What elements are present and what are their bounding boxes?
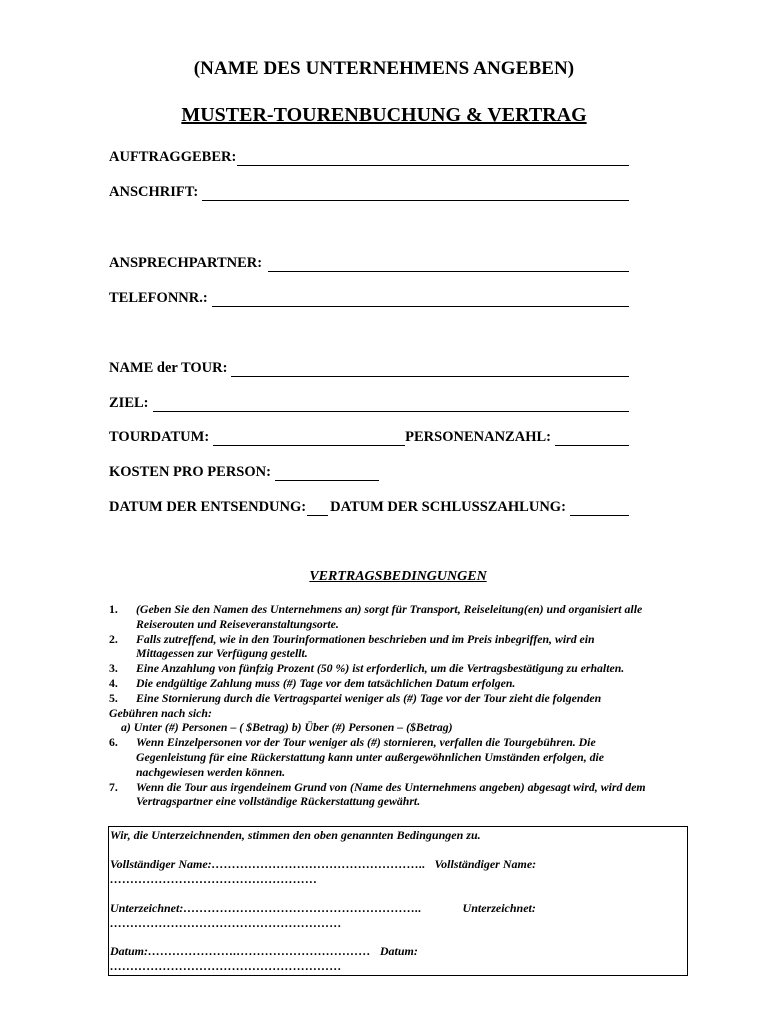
term-item [109, 632, 681, 662]
term-line: Die endgültige Zahlung muss (#) Tage vor dem tatsächlichen Datum erfolgen. [136, 675, 516, 690]
tour-date-field [109, 428, 629, 446]
signature-box [108, 826, 688, 976]
name-label: Vollständiger Name: [110, 857, 212, 871]
tour-date-line[interactable] [213, 431, 405, 446]
client-field [109, 148, 629, 166]
contact-field [109, 254, 629, 272]
company-heading: (NAME DES UNTERNEHMENS ANGEBEN) [193, 58, 575, 79]
tour-name-line[interactable] [231, 362, 629, 377]
signed-row [110, 901, 536, 916]
term-sub-item: a) Unter (#) Personen – ( $Betrag) b) Über (#) Personen – ($Betrag) [121, 720, 453, 735]
term-item [109, 735, 681, 779]
client-label: AUFTRAGGEBER: [109, 149, 237, 165]
address-field [109, 183, 629, 201]
contact-line[interactable] [268, 257, 629, 272]
tour-name-label: NAME der TOUR: [109, 360, 228, 376]
cost-field [109, 463, 629, 481]
destination-label: ZIEL: [109, 395, 149, 411]
name-row [110, 857, 536, 872]
contact-label: ANSPRECHPARTNER: [109, 255, 263, 271]
dispatch-date-line[interactable] [307, 501, 328, 516]
terms-list [109, 602, 681, 809]
term-item [109, 780, 681, 810]
term-number: 5. [109, 690, 118, 705]
term-line: Vertragspartner eine vollständige Rückerstattung gewährt. [136, 794, 421, 809]
name-dots[interactable]: …………………………………………….. [211, 857, 426, 871]
phone-line[interactable] [212, 292, 629, 307]
term-number: 6. [109, 735, 118, 750]
term-item [109, 676, 681, 691]
term-line: nachgewiesen werden können. [136, 764, 286, 779]
signed-label-2: Unterzeichnet: [462, 901, 536, 915]
term-item [109, 602, 681, 632]
date-row [110, 944, 418, 959]
term-line: (Geben Sie den Namen des Unternehmens an) sorgt für Transport, Reiseleitung(en) und organisiert alle [136, 602, 643, 616]
term-number: 1. [109, 602, 118, 616]
term-continuation: Gebühren nach sich: [109, 705, 212, 720]
agreement-text: Wir, die Unterzeichnenden, stimmen den oben genannten Bedingungen zu. [110, 828, 481, 842]
name-label-2: Vollständiger Name: [434, 857, 537, 871]
signed-dots-2[interactable]: ………………………………………………… [110, 916, 342, 930]
term-line: Falls zutreffend, wie in den Tourinformationen beschrieben und im Preis inbegriffen, wird ein [136, 631, 595, 646]
client-line[interactable] [237, 151, 629, 166]
final-payment-line[interactable] [570, 501, 629, 516]
dates-field [109, 498, 629, 516]
destination-field [109, 394, 629, 412]
signed-dots[interactable]: ………………………………………………….. [183, 901, 422, 915]
signed-label: Unterzeichnet: [110, 901, 184, 915]
term-line: Gegenleistung für eine Rückerstattung kann unter außergewöhnlichen Umständen erfolgen, die [136, 749, 605, 764]
term-item [109, 661, 681, 676]
date-dots[interactable]: ………………….…………………………… [148, 944, 371, 958]
persons-line[interactable] [555, 431, 629, 446]
final-payment-label: DATUM DER SCHLUSSZAHLUNG: [330, 499, 566, 515]
term-line: Eine Stornierung durch die Vertragspartei weniger als (#) Tage vor der Tour zieht die folgenden [136, 690, 602, 705]
terms-heading: VERTRAGSBEDINGUNGEN [309, 569, 487, 584]
term-number: 7. [109, 779, 118, 794]
dispatch-date-label: DATUM DER ENTSENDUNG: [109, 499, 307, 515]
cost-label: KOSTEN PRO PERSON: [109, 464, 271, 480]
address-line[interactable] [202, 186, 629, 201]
term-number: 3. [109, 661, 118, 676]
term-line: Reiserouten und Reiseveranstaltungsorte. [136, 616, 339, 631]
phone-field [109, 289, 629, 307]
date-label-2: Datum: [379, 944, 418, 958]
tour-name-field [109, 359, 629, 377]
tour-date-label: TOURDATUM: [109, 429, 210, 445]
term-number: 4. [109, 675, 118, 690]
term-number: 2. [109, 631, 118, 646]
term-line: Mittagessen zur Verfügung gestellt. [136, 646, 308, 661]
term-line: Eine Anzahlung von fünfzig Prozent (50 %) ist erforderlich, um die Vertragsbestätigung zu erhalten. [136, 661, 625, 676]
term-item [109, 691, 681, 706]
destination-line[interactable] [153, 397, 630, 412]
cost-line[interactable] [275, 466, 379, 481]
term-line: Wenn die Tour aus irgendeinem Grund von (Name des Unternehmens angeben) abgesagt wird, wird dem [136, 779, 646, 794]
date-label: Datum: [110, 944, 149, 958]
document-title: MUSTER-TOURENBUCHUNG & VERTRAG [181, 104, 587, 126]
term-line: Wenn Einzelpersonen vor der Tour weniger als (#) stornieren, verfallen die Tourgebühren. Die [136, 735, 596, 750]
date-dots-2[interactable]: ………………………………………………… [110, 959, 342, 973]
persons-label: PERSONENANZAHL: [405, 429, 551, 445]
name-dots-2[interactable]: …………………………………………… [110, 872, 318, 886]
address-label: ANSCHRIFT: [109, 184, 199, 200]
phone-label: TELEFONNR.: [109, 290, 208, 306]
